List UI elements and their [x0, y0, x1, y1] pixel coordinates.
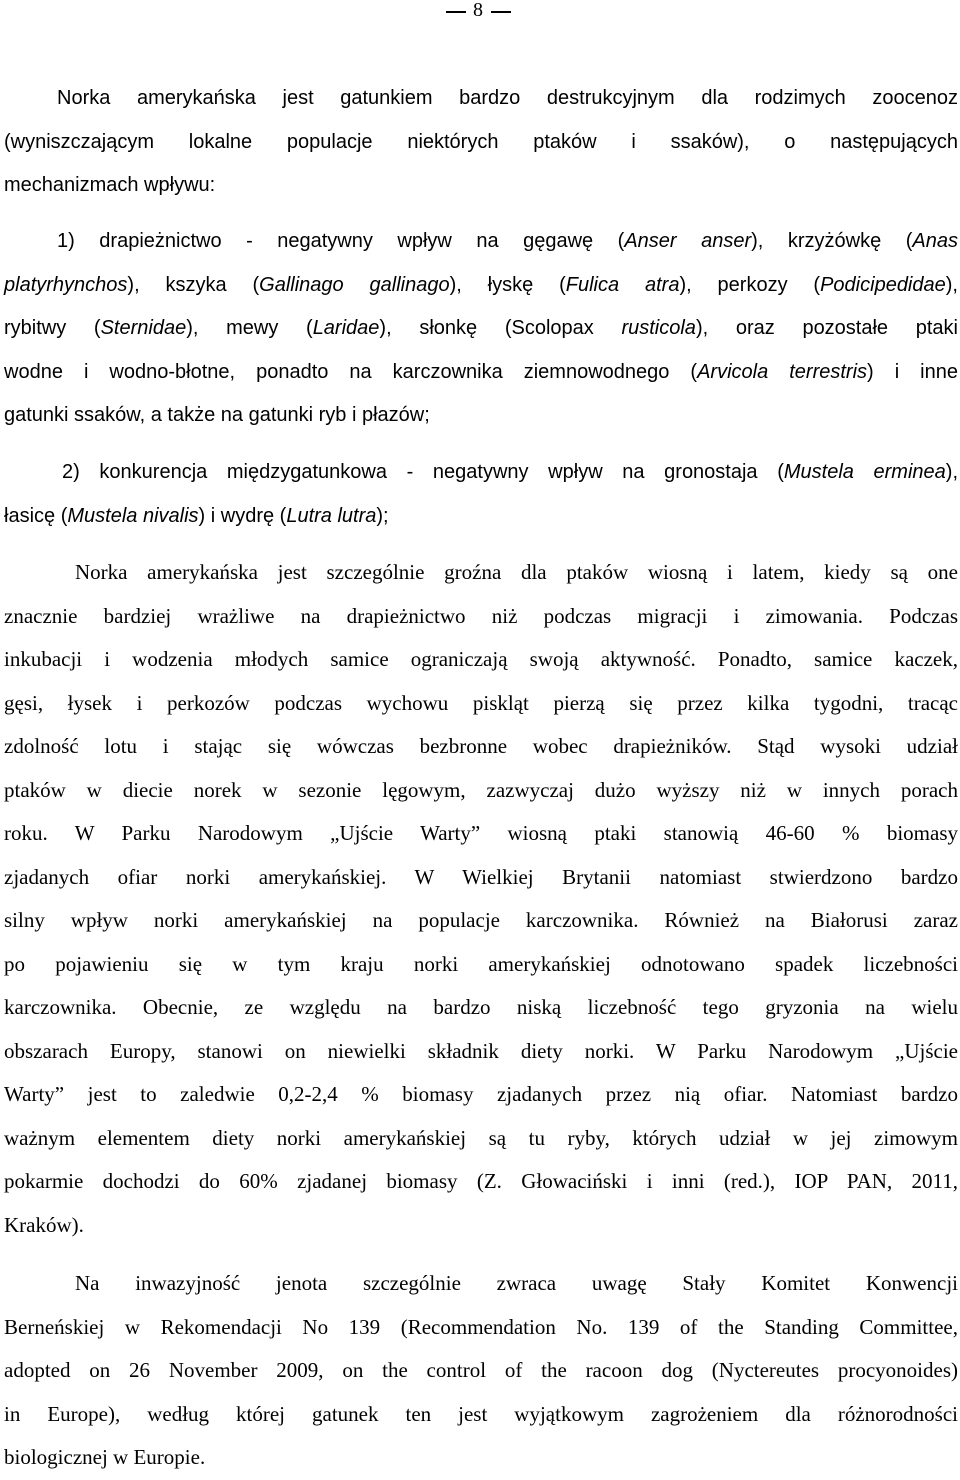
predation-paragraph	[4, 220, 958, 438]
text-line: wodne i wodno-błotne, ponadto na karczownika ziemnowodnego (Arvicola terrestris) i inne	[4, 360, 958, 383]
text-line: Warty” jest to zaledwie 0,2-2,4 % biomasy zjadanych przez nią ofiar. Natomiast bardzo	[4, 1082, 958, 1106]
text-line: po pojawieniu się w tym kraju norki amerykańskiej odnotowano spadek liczebności	[4, 951, 958, 976]
page-number: 8	[473, 0, 483, 21]
text-line: ptaków w diecie norek w sezonie lęgowym, zazwyczaj dużo wyższy niż w innych porach	[4, 777, 958, 802]
text-line: 2) konkurencja międzygatunkowa - negatywny wpływ na gronostaja (Mustela erminea),	[62, 461, 959, 483]
text-line: roku. W Parku Narodowym „Ujście Warty” wiosną ptaki stanowią 46-60 % biomasy	[4, 821, 958, 845]
text-line: Norka amerykańska jest gatunkiem bardzo destrukcyjnym dla rodzimych zoocenoz	[57, 87, 958, 109]
text-line: karczownika. Obecnie, ze względu na bardzo niską liczebność tego gryzonia na wielu	[4, 995, 958, 1019]
competition-paragraph	[4, 451, 958, 538]
text-line: Berneńskiej w Rekomendacji No 139 (Recommendation No. 139 of the Standing Committee,	[4, 1314, 958, 1339]
text-line: gęsi, łysek i perkozów podczas wychowu piskląt pierzą się przez kilka tygodni, tracąc	[4, 690, 958, 715]
text-line: adopted on 26 November 2009, on the control of the racoon dog (Nyctereutes procyonoides)	[4, 1358, 958, 1382]
text-line: mechanizmach wpływu:	[4, 174, 216, 196]
text-line: (wyniszczającym lokalne populacje niektórych ptaków i ssaków), o następujących	[4, 130, 958, 153]
convention-paragraph	[4, 1262, 958, 1480]
text-line: silny wpływ norki amerykańskiej na populacje karczownika. Również na Białorusi zaraz	[4, 908, 958, 932]
text-line: 1) drapieżnictwo - negatywny wpływ na gęgawę (Anser anser), krzyżówkę (Anas	[57, 230, 958, 252]
text-line: pokarmie dochodzi do 60% zjadanej biomasy (Z. Głowaciński i inni (red.), IOP PAN, 2011,	[4, 1169, 958, 1193]
text-line: zdolność lotu i stając się wówczas bezbronne wobec drapieżników. Stąd wysoki udział	[4, 734, 958, 758]
header-dash-left	[446, 11, 466, 13]
text-line: Na inwazyjność jenota szczególnie zwraca uwagę Stały Komitet Konwencji	[75, 1271, 958, 1295]
text-line: Norka amerykańska jest szczególnie groźna dla ptaków wiosną i latem, kiedy są one	[75, 560, 958, 584]
text-line: łasicę (Mustela nivalis) i wydrę (Lutra lutra);	[4, 504, 389, 527]
danger-paragraph	[4, 551, 958, 1247]
text-line: in Europe), według której gatunek ten jest wyjątkowym zagrożeniem dla różnorodności	[4, 1401, 958, 1426]
page-header	[0, 0, 960, 24]
text-line: obszarach Europy, stanowi on niewielki składnik diety norki. W Parku Narodowym „Ujście	[4, 1038, 958, 1063]
text-line: gatunki ssaków, a także na gatunki ryb i płazów;	[4, 404, 430, 426]
text-line: znacznie bardziej wrażliwe na drapieżnictwo niż podczas migracji i zimowania. Podczas	[4, 603, 958, 628]
text-line: rybitwy (Sternidae), mewy (Laridae), słonkę (Scolopax rusticola), oraz pozostałe ptaki	[4, 317, 958, 339]
text-line: ważnym elementem diety norki amerykańskiej są tu ryby, których udział w jej zimowym	[4, 1125, 958, 1150]
text-line: Kraków).	[4, 1212, 84, 1237]
text-line: biologicznej w Europie.	[4, 1445, 206, 1469]
intro-paragraph	[4, 77, 958, 208]
header-dash-right	[491, 11, 511, 13]
text-line: platyrhynchos), kszyka (Gallinago gallinago), łyskę (Fulica atra), perkozy (Podicipedidae),	[4, 273, 958, 296]
text-line: zjadanych ofiar norki amerykańskiej. W Wielkiej Brytanii natomiast stwierdzono bardzo	[4, 864, 958, 889]
text-line: inkubacji i wodzenia młodych samice ograniczają swoją aktywność. Ponadto, samice kaczek,	[4, 647, 958, 671]
